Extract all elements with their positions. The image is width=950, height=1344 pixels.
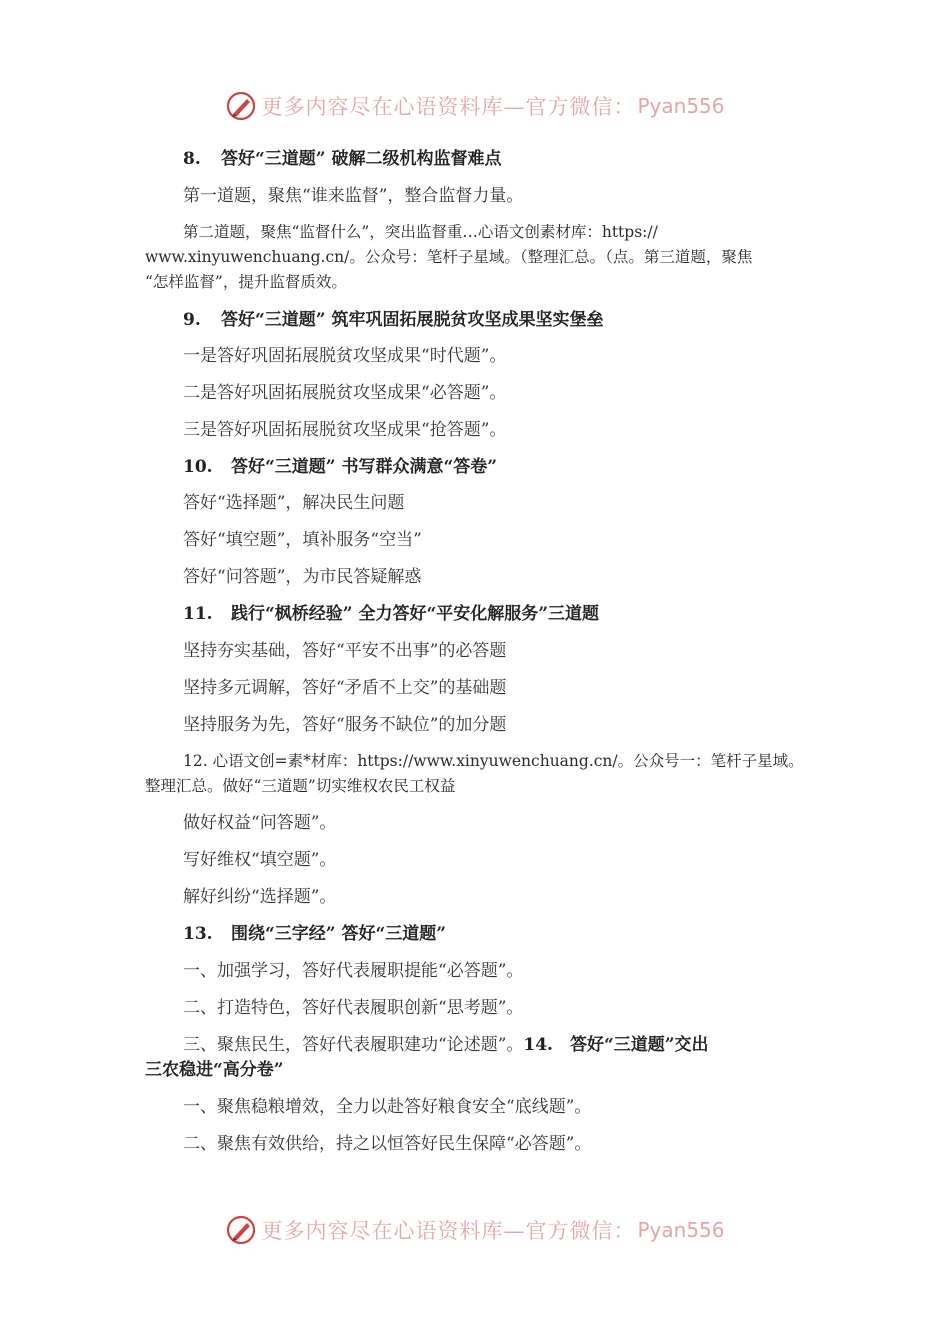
paragraph: 写好维权“填空题”。 (183, 850, 337, 870)
pen-logo-icon (225, 90, 257, 122)
heading-10: 10. 答好“三道题” 书写群众满意“答卷” (183, 457, 498, 477)
pen-logo-icon (225, 1214, 257, 1246)
paragraph: 12. 心语文创=素*材库：https://www.xinyuwenchuang.cn/。公众号一：笔杆子星域。 (183, 752, 804, 770)
heading-13: 13. 围绕“三字经” 答好“三道题” (183, 924, 447, 944)
banner-text: 更多内容尽在心语资料库—官方微信： (261, 95, 636, 119)
paragraph: 答好“填空题”，填补服务“空当” (183, 530, 422, 550)
paragraph: 一、聚焦稳粮增效，全力以赴答好粮食安全“底线题”。 (183, 1097, 592, 1117)
paragraph: 三、聚焦民生，答好代表履职建功“论述题”。14. 答好“三道题”交出 (183, 1035, 709, 1055)
paragraph: 坚持多元调解，答好“矛盾不上交”的基础题 (183, 678, 507, 698)
paragraph: 第二道题，聚焦“监督什么”，突出监督重…心语文创素材库：https:// (183, 223, 658, 241)
paragraph: 第一道题，聚焦“谁来监督”，整合监督力量。 (183, 186, 524, 206)
paragraph: 答好“选择题”，解决民生问题 (183, 493, 405, 513)
banner-wechat-id: Pyan556 (637, 94, 725, 118)
heading-9: 9. 答好“三道题” 筑牢巩固拓展脱贫攻坚成果坚实堡垒 (183, 310, 604, 330)
paragraph: 解好纠纷“选择题”。 (183, 887, 337, 907)
paragraph: 二、打造特色，答好代表履职创新“思考题”。 (183, 998, 524, 1018)
paragraph: 一是答好巩固拓展脱贫攻坚成果“时代题”。 (183, 346, 507, 366)
banner-wechat-id: Pyan556 (637, 1218, 725, 1242)
heading-14-continued: 三农稳进“高分卷” (145, 1060, 284, 1080)
paragraph: 二、聚焦有效供给，持之以恒答好民生保障“必答题”。 (183, 1134, 592, 1154)
heading-14: 14. 答好“三道题”交出 (523, 1035, 709, 1055)
paragraph: www.xinyuwenchuang.cn/。公众号：笔杆子星域。（整理汇总。（点。第三道题，聚焦 (145, 248, 753, 266)
paragraph: 三是答好巩固拓展脱贫攻坚成果“抢答题”。 (183, 420, 507, 440)
paragraph: 一、加强学习，答好代表履职提能“必答题”。 (183, 961, 524, 981)
paragraph: 做好权益“问答题”。 (183, 813, 337, 833)
paragraph: 坚持夯实基础，答好“平安不出事”的必答题 (183, 641, 507, 661)
paragraph: “怎样监督”，提升监督质效。 (145, 273, 347, 291)
header-watermark-banner (0, 86, 950, 126)
heading-8: 8. 答好“三道题” 破解二级机构监督难点 (183, 149, 502, 169)
paragraph: 答好“问答题”，为市民答疑解惑 (183, 567, 422, 587)
footer-watermark-banner (0, 1210, 950, 1250)
paragraph: 整理汇总。做好“三道题”切实维权农民工权益 (145, 777, 456, 795)
heading-11: 11. 践行“枫桥经验” 全力答好“平安化解服务”三道题 (183, 604, 600, 624)
banner-text: 更多内容尽在心语资料库—官方微信： (261, 1219, 636, 1243)
paragraph: 二是答好巩固拓展脱贫攻坚成果“必答题”。 (183, 383, 507, 403)
paragraph: 坚持服务为先，答好“服务不缺位”的加分题 (183, 715, 507, 735)
